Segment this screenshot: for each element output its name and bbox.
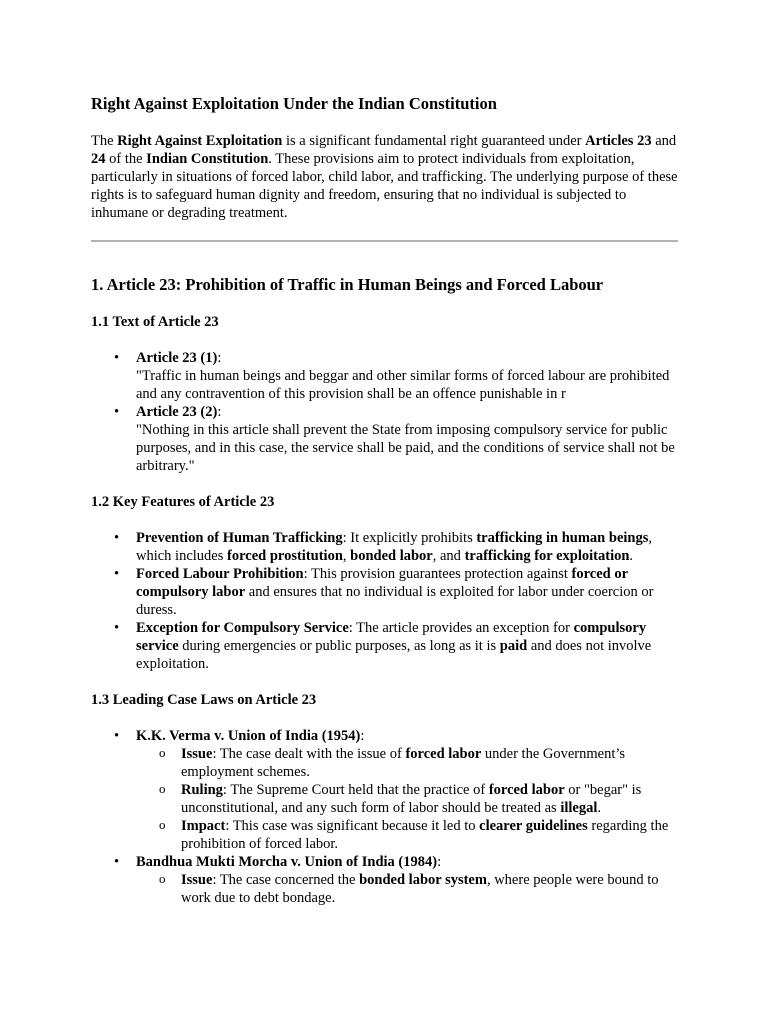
article-quote: "Nothing in this article shall prevent the State from imposing compulsory service for public purposes, and in this case, the service shall be paid, and the conditions of service shall not be arbitrary." <box>136 422 675 474</box>
list-item-bandhua-mukti-morcha <box>136 853 678 907</box>
case-issue <box>181 745 678 781</box>
feature-bold: trafficking for exploitation <box>464 548 630 564</box>
feature-text: during emergencies or public purposes, as long as it is <box>178 638 500 654</box>
feature-bold: trafficking in human beings <box>476 530 649 546</box>
list-item-article-23-2 <box>136 403 678 475</box>
detail-text: : The case dealt with the issue of <box>212 746 406 762</box>
detail-text: regarding the prohibition of forced labor. <box>181 818 669 852</box>
intro-bold-3: 24 <box>91 151 106 167</box>
list-item-forced-labour <box>136 565 678 619</box>
label-colon: : <box>437 854 442 870</box>
case-laws-list <box>91 727 678 907</box>
feature-bold: compulsory service <box>136 620 647 654</box>
detail-label: Impact <box>181 818 226 834</box>
intro-bold-2: Articles 23 <box>585 133 652 149</box>
intro-bold-1: Right Against Exploitation <box>117 133 283 149</box>
detail-bold: forced labor <box>405 746 482 762</box>
detail-label: Issue <box>181 872 213 888</box>
feature-text: and does not involve exploitation. <box>136 638 652 672</box>
feature-bold: paid <box>499 638 528 654</box>
feature-label: Exception for Compulsory Service <box>136 620 349 636</box>
detail-text: . <box>597 800 602 816</box>
detail-bold: forced labor <box>488 782 565 798</box>
article-label: Article 23 (2) <box>136 404 218 420</box>
document-title: Right Against Exploitation Under the Indian Constitution <box>91 94 497 113</box>
intro-text-2: is a significant fundamental right guaranteed under <box>282 133 586 149</box>
detail-label: Issue <box>181 746 213 762</box>
detail-label: Ruling <box>181 782 223 798</box>
intro-text-4: of the <box>105 151 147 167</box>
feature-text: : The article provides an exception for <box>348 620 574 636</box>
case-title: Bandhua Mukti Morcha v. Union of India (1984) <box>136 854 438 870</box>
detail-text: : This case was significant because it led to <box>225 818 480 834</box>
feature-text: , which includes <box>136 530 652 564</box>
article-quote: "Traffic in human beings and beggar and other similar forms of forced labour are prohibited and any contravention of this provision shall be an offence punishable in r <box>136 368 670 402</box>
feature-bold: forced prostitution <box>227 548 343 564</box>
detail-text: under the Government’s employment schemes. <box>181 746 626 780</box>
label-colon: : <box>360 728 365 744</box>
subheading-text-of-article: 1.1 Text of Article 23 <box>91 314 219 330</box>
list-item-compulsory-service <box>136 619 678 673</box>
key-features-list <box>91 529 678 673</box>
feature-text: . <box>629 548 634 564</box>
horizontal-divider <box>91 240 678 242</box>
subheading-case-laws: 1.3 Leading Case Laws on Article 23 <box>91 692 317 708</box>
detail-bold: illegal <box>560 800 598 816</box>
feature-bold: bonded labor <box>350 548 433 564</box>
intro-text-5: . These provisions aim to protect individuals from exploitation, particularly in situations of forced labor, child labor, and trafficking. The underlying purpose of these rights is to safeguard human dignity and freedom, ensuring that no individual is subjected to inhumane or degrading treatment. <box>91 151 678 221</box>
label-colon: : <box>217 404 222 420</box>
case-impact <box>181 817 678 853</box>
intro-text-1: The <box>91 133 118 149</box>
article-label: Article 23 (1) <box>136 350 218 366</box>
intro-paragraph <box>91 132 678 222</box>
feature-label: Forced Labour Prohibition <box>136 566 304 582</box>
subheading-key-features: 1.2 Key Features of Article 23 <box>91 494 275 510</box>
label-colon: : <box>217 350 222 366</box>
list-item-trafficking <box>136 529 678 565</box>
feature-text: , and <box>432 548 465 564</box>
list-item-article-23-1 <box>136 349 678 403</box>
case-ruling <box>181 781 678 817</box>
detail-bold: clearer guidelines <box>479 818 588 834</box>
feature-text: : This provision guarantees protection against <box>303 566 572 582</box>
case-details-list <box>136 871 678 907</box>
feature-text: : It explicitly prohibits <box>342 530 477 546</box>
case-title: K.K. Verma v. Union of India (1954) <box>136 728 361 744</box>
case-details-list <box>136 745 678 853</box>
detail-text: , where people were bound to work due to debt bondage. <box>181 872 659 906</box>
feature-bold: forced or compulsory labor <box>136 566 628 600</box>
intro-bold-4: Indian Constitution <box>146 151 269 167</box>
detail-text: : The case concerned the <box>212 872 360 888</box>
section-heading-article-23: 1. Article 23: Prohibition of Traffic in Human Beings and Forced Labour <box>91 275 604 294</box>
detail-text: or "begar" is unconstitutional, and any such form of labor should be treated as <box>181 782 642 816</box>
feature-text: , <box>342 548 351 564</box>
feature-label: Prevention of Human Trafficking <box>136 530 343 546</box>
detail-bold: bonded labor system <box>359 872 487 888</box>
list-item-kk-verma <box>136 727 678 853</box>
case-issue <box>181 871 678 907</box>
detail-text: : The Supreme Court held that the practice of <box>222 782 489 798</box>
article-text-list <box>91 349 678 475</box>
intro-text-3: and <box>651 133 677 149</box>
feature-text: and ensures that no individual is exploited for labor under coercion or duress. <box>136 584 654 618</box>
